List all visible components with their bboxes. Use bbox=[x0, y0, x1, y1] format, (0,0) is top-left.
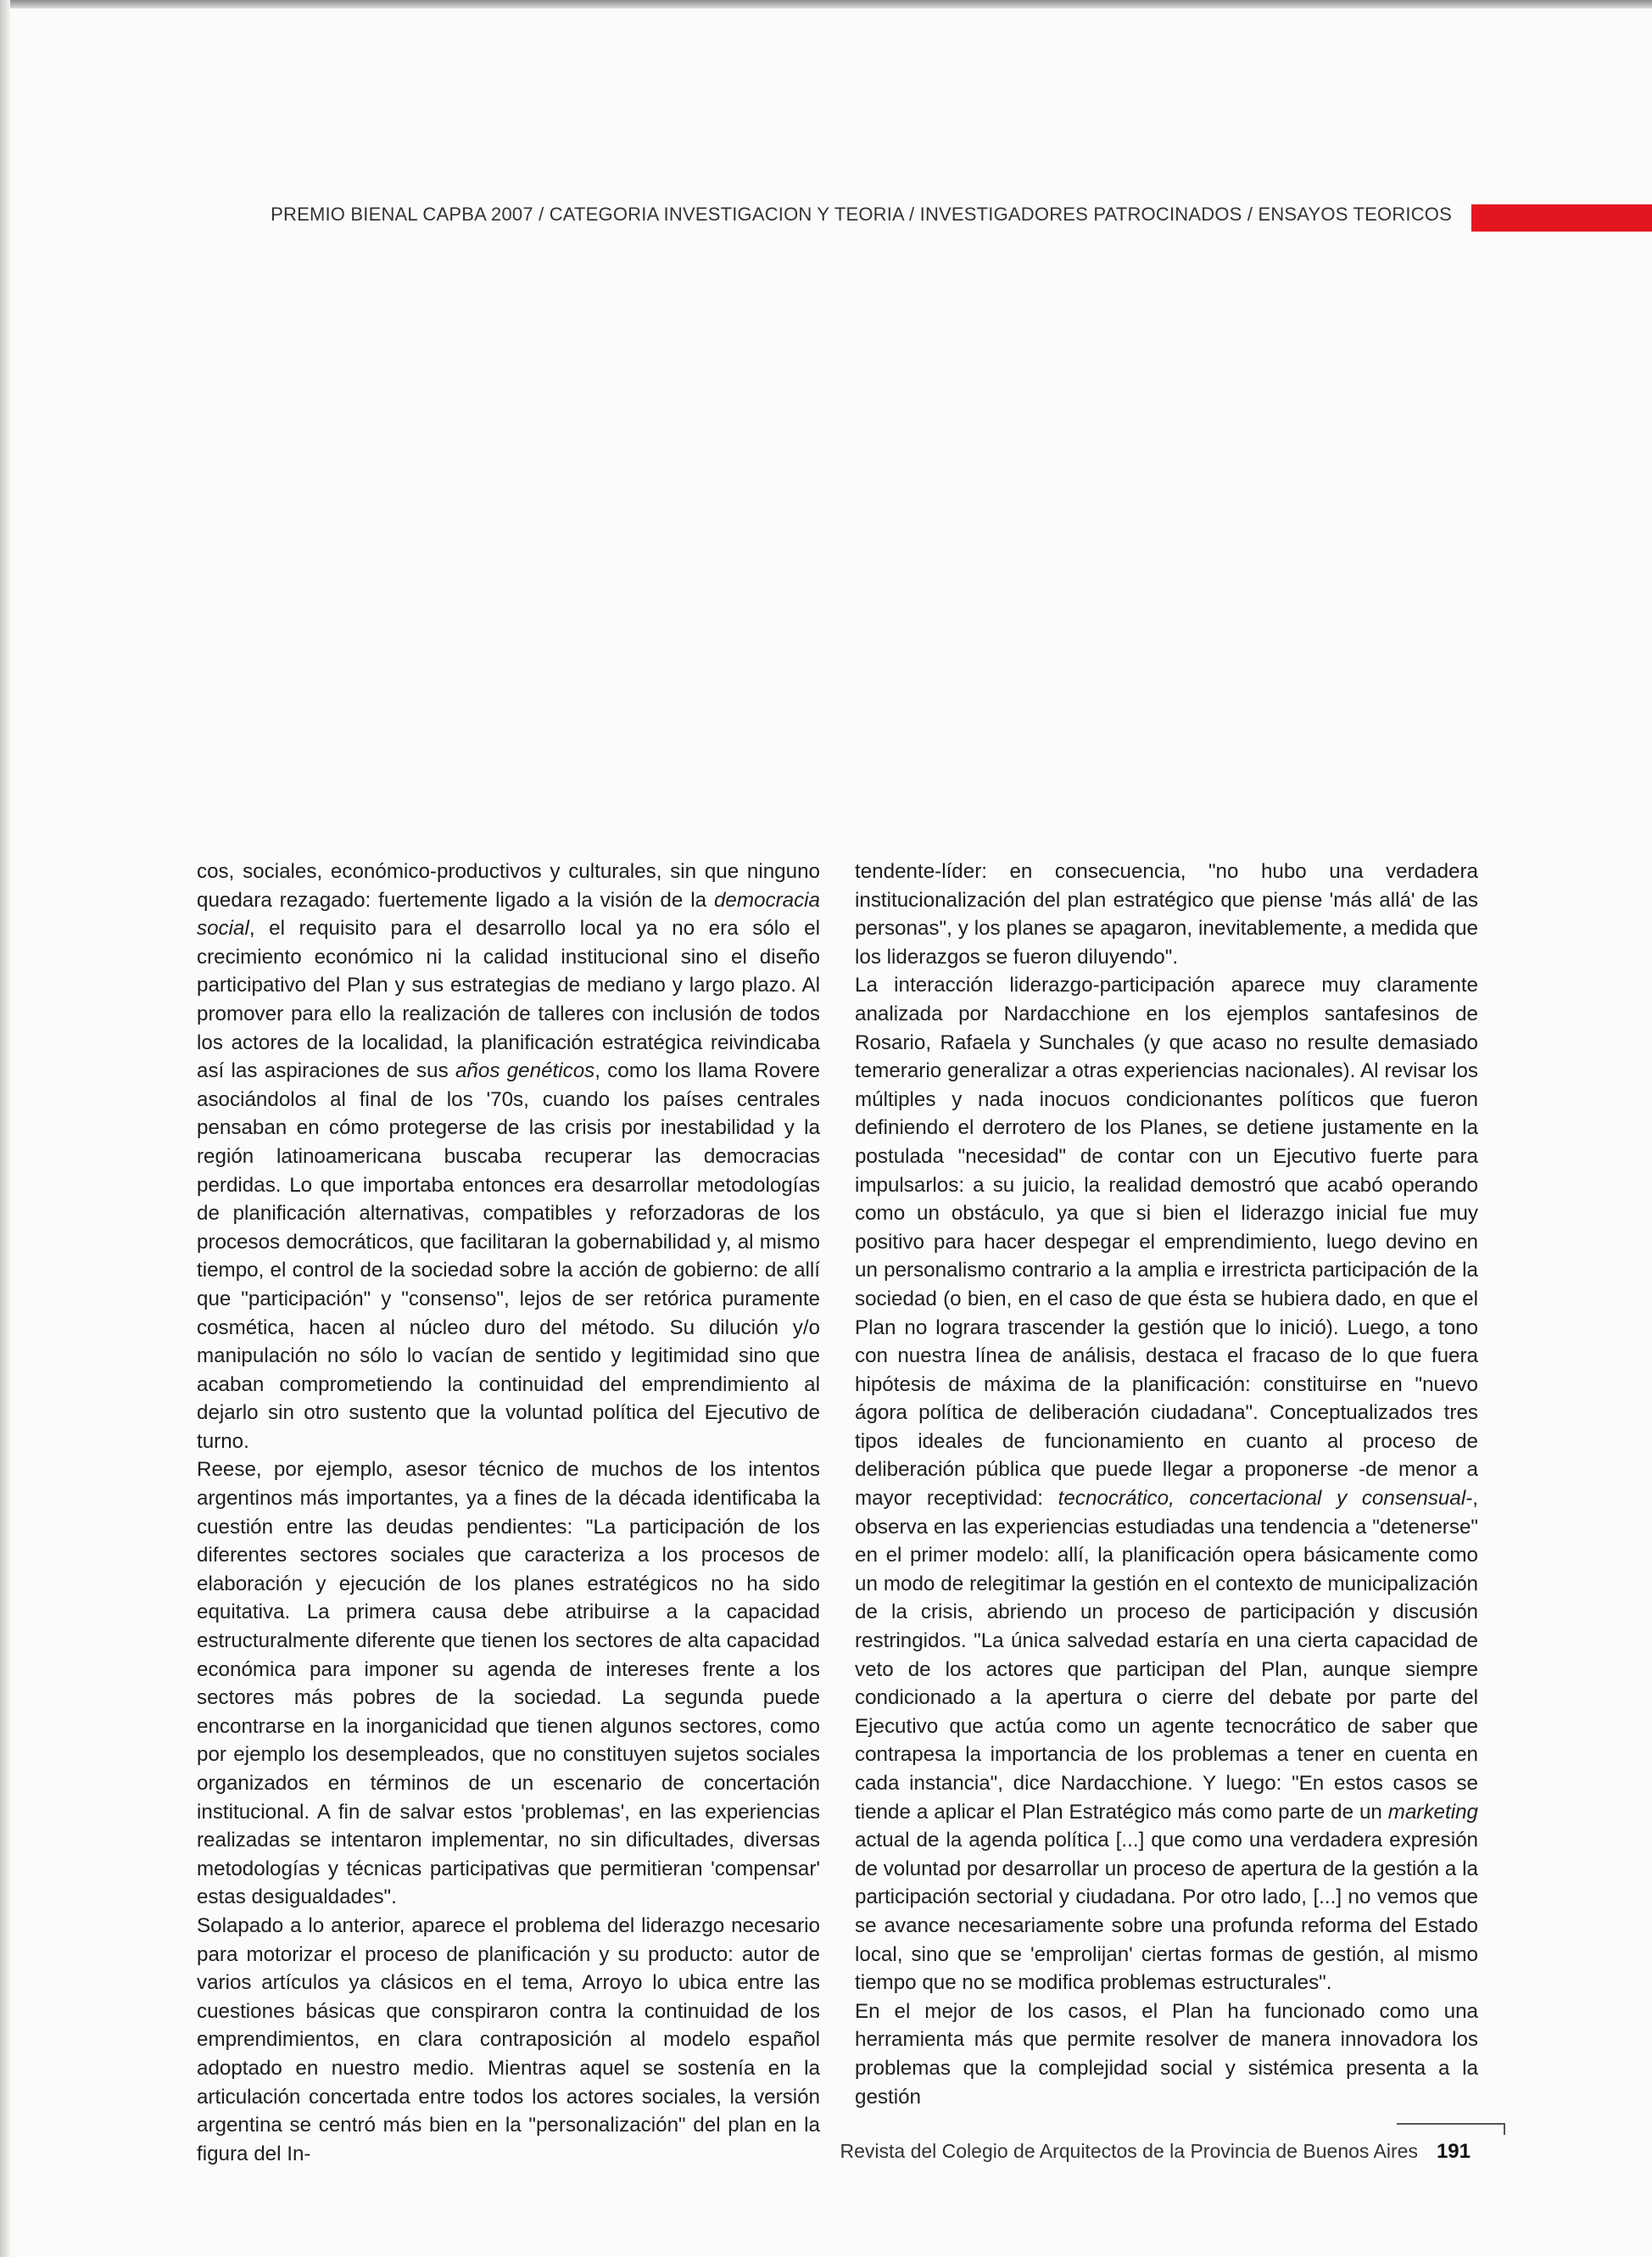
italic-term: años genéticos bbox=[455, 1059, 595, 1083]
paragraph bbox=[197, 858, 820, 1455]
text-run: , el requisito para el desarrollo local ya no era sólo el crecimiento económico ni la calidad institucional sino el diseño participativo del Plan y sus estrategias de mediano y largo plazo. Al promover para ello la realización de talleres con inclusión de todos los actores de la localidad, la planificación estratégica reivindicaba así las aspiraciones de sus bbox=[197, 917, 820, 1083]
paragraph: En el mejor de los casos, el Plan ha funcionado como una herramienta más que permite resolver de manera innovadora los problemas que la complejidad social y sistémica presenta a la gestión bbox=[855, 1999, 1478, 2109]
text-run: La interacción liderazgo-participación aparece muy claramente analizada por Nardacchione en los ejemplos santafesinos de Rosario, Rafaela y Sunchales (y que acaso no resulte demasiado temerario generalizar a otras experiencias nacionales). Al revisar los múltiples y nada inocuos condicionantes políticos que fueron definiendo el derrotero de los Planes, se detiene justamente en la postulada "necesidad" de contar con un Ejecutivo fuerte para impulsarlos: a su juicio, la realidad demostró que acabó operando como un obstáculo, ya que si bien el liderazgo inicial fue muy positivo para hacer despegar el emprendimiento, luego devino en un personalismo contrario a la amplia e irrestricta participación de la sociedad (o bien, en el caso de que ésta se hubiera dado, en que el Plan no lograra trascender la gestión que lo inició). Luego, a tono con nuestra línea de análisis, destaca el fracaso de lo que fuera hipótesis de máxima de la planificación: constituirse en "nuevo ágora política de deliberación ciudadana". Conceptualizados tres tipos ideales de funcionamiento en cuanto al proceso de deliberación pública que puede llegar a proponerse -de menor a mayor receptividad: bbox=[855, 974, 1478, 1511]
text-column-left bbox=[197, 858, 820, 2168]
paragraph: Reese, por ejemplo, asesor técnico de muchos de los intentos argentinos más importantes, ya a fines de la década identificaba la cuestión entre las deudas pendientes: "La participación de los diferentes sectores sociales que caracteriza a los procesos de elaboración y ejecución de los planes estratégicos no ha sido equitativa. La primera causa debe atribuirse a la capacidad estructuralmente diferente que tienen los sectores de alta capacidad económica para imponer su agenda de intereses frente a los sectores más pobres de la sociedad. La segunda puede encontrarse en la inorganicidad que tienen algunos sectores, como por ejemplo los desempleados, que no constituyen sujetos sociales organizados en términos de un escenario de concertación institucional. A fin de salvar estos 'problemas', en las experiencias realizadas se intentaron implementar, no sin dificultades, diversas metodologías y técnicas participativas que permitieran 'compensar' estas desigualdades". bbox=[197, 1458, 820, 1909]
footer-rule bbox=[1397, 2123, 1505, 2125]
paragraph bbox=[855, 971, 1478, 1997]
italic-term: marketing bbox=[1387, 1800, 1478, 1824]
footer-rule-tick bbox=[1504, 2123, 1505, 2135]
page-footer bbox=[0, 2140, 1471, 2164]
text-run: , observa en las experiencias estudiadas una tendencia a "detenerse" en el primer modelo: allí, la planificación opera básicamente como un modo de relegitimar la gestión en el contexto de municipalización de la crisis, abriendo un proceso de participación y discusión restringidos. "La única salvedad estaría en una cierta capacidad de veto de los actores que participan del Plan, aunque siempre condicionado a la apertura o cierre del debate por parte del Ejecutivo que actúa como un agente tecnocrático de saber que contrapesa la importancia de los problemas a tener en cuenta en cada instancia", dice Nardacchione. Y luego: "En estos casos se tiende a aplicar el Plan Estratégico más como parte de un bbox=[855, 1487, 1478, 1824]
text-run: cos, sociales, económico-productivos y culturales, sin que ninguno quedara rezagado: fuertemente ligado a la visión de la bbox=[197, 860, 820, 912]
running-header: PREMIO BIENAL CAPBA 2007 / CATEGORIA INVESTIGACION Y TEORIA / INVESTIGADORES PATROCINADOS / ENSAYOS TEORICOS bbox=[271, 204, 1452, 225]
page-number: 191 bbox=[1436, 2140, 1471, 2163]
journal-name: Revista del Colegio de Arquitectos de la Provincia de Buenos Aires bbox=[840, 2140, 1418, 2162]
scan-left-edge bbox=[0, 0, 10, 2257]
header-accent-bar bbox=[1471, 204, 1652, 232]
paragraph: tendente-líder: en consecuencia, "no hubo una verdadera institucionalización del plan estratégico que piense 'más allá' de las personas", y los planes se apagaron, inevitablemente, a medida que los liderazgos se fueron diluyendo". bbox=[855, 860, 1478, 969]
italic-term: tecnocrático, concertacional y consensual- bbox=[1058, 1487, 1473, 1511]
scan-top-edge bbox=[0, 0, 1652, 8]
text-run: , como los llama Rovere asociándolos al final de los '70s, cuando los países centrales pensaban en cómo protegerse de las crisis por inestabilidad y la región latinoamericana buscaba recuperar las democracias perdidas. Lo que importaba entonces era desarrollar metodologías de planificación alternativas, compatibles y reforzadoras de los procesos democráticos, que facilitaran la gobernabilidad y, al mismo tiempo, el control de la sociedad sobre la acción de gobierno: de allí que "participación" y "consenso", lejos de ser retórica puramente cosmética, hacen al núcleo duro del método. Su dilución y/o manipulación no sólo lo vacían de sentido y legitimidad sino que acaban comprometiendo la continuidad del emprendimiento al dejarlo sin otro sustento que la voluntad política del Ejecutivo de turno. bbox=[197, 1059, 821, 1453]
italic-term: democracia social bbox=[197, 888, 820, 941]
text-column-right bbox=[855, 858, 1478, 2111]
paragraph: Solapado a lo anterior, aparece el problema del liderazgo necesario para motorizar el proceso de planificación y su producto: autor de varios artículos ya clásicos en el tema, Arroyo lo ubica entre las cuestiones básicas que conspiraron contra la continuidad de los emprendimientos, en clara contraposición al modelo español adoptado en nuestro medio. Mientras aquel se sostenía en la articulación concertada entre todos los actores sociales, la versión argentina se centró más bien en la "personalización" del plan en la figura del In- bbox=[197, 1913, 820, 2165]
text-run: actual de la agenda política [...] que como una verdadera expresión de voluntad por desarrollar un proceso de apertura de la gestión a la participación sectorial y ciudadana. Por otro lado, [...] no vemos que se avance necesariamente sobre una profunda reforma del Estado local, sino que se 'emprolijan' ciertas formas de gestión, al mismo tiempo que no se modifica problemas estructurales". bbox=[855, 1829, 1478, 1995]
